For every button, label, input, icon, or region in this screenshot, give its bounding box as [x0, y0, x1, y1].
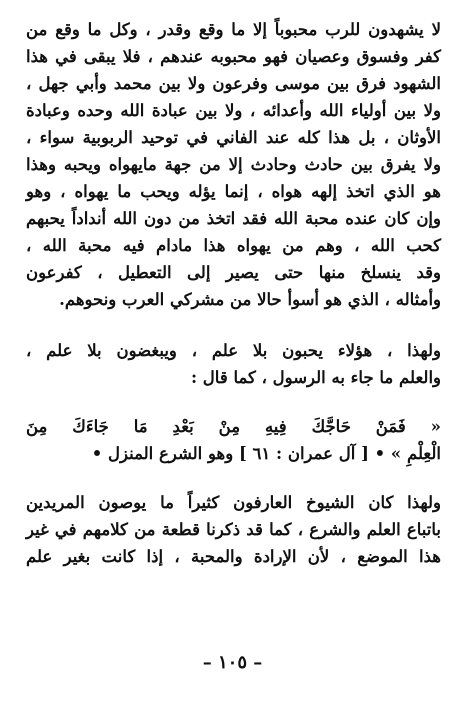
text-line: والعلم ما جاء به الرسول ، كما قال :	[190, 368, 441, 387]
text-line: كحب الله ، وهم من يهواه هذا مادام فيه محبة الله ،	[26, 236, 441, 255]
text-line: ولهذا كان الشيوخ العارفون كثيراً ما يوصون المريدين	[26, 493, 441, 512]
text-line: وإن كان عنده محبة الله فقد اتخذ من دون الله أنداداً يحبهم	[26, 209, 441, 228]
text-line: ولا يفرق بين حادث وحادث إلا من جهة مايهواه ويحبه وهذا	[26, 155, 441, 174]
text-line: هذا الموضع ، لأن الإرادة والمحبة ، إذا كانت بغير علم	[26, 547, 441, 566]
text-line: ولهذا ، هؤلاء يحبون بلا علم ، ويبغضون بلا علم ،	[26, 341, 441, 360]
text-line: ولا بين أولياء الله وأعدائه ، ولا بين عبادة الله وحده وعبادة	[26, 101, 441, 120]
verse-line: الْعِلْمِ » • [ آل عمران : ٦١ ] وهو الشرع المنزل •	[91, 444, 441, 463]
text-line: وأمثاله ، الذي هو أسوأ حالا من مشركي العرب ونحوهم.	[59, 290, 441, 309]
text-line: الشهود فرق بين موسى وفرعون ولا بين محمد وأبي جهل ،	[26, 74, 441, 93]
page-number: – ١٠٥ –	[202, 652, 263, 673]
text-line: كفر وفسوق وعصيان فهو محبوبه عندهم ، فلا يبقى في هذا	[26, 47, 441, 66]
text-line: هو الذي اتخذ إلهه هواه ، إنما يؤله ويحب ما يهواه ، وهو	[26, 182, 441, 201]
text-line: وقد ينسلخ منها حتى يصير إلى التعطيل ، كفرعون	[26, 263, 441, 282]
verse-line: « فَمَنْ حَاجَّكَ فِيهِ مِنْ بَعْدِ مَا جَاءَكَ مِنَ	[26, 417, 441, 436]
text-line: لا يشهدون للرب محبوباً إلا ما وقع وقدر ، وكل ما وقع من	[26, 20, 441, 39]
text-line: الأوثان ، بل هذا كله عند الفاني في توحيد الربوبية سواء ،	[26, 128, 441, 147]
text-line: باتباع العلم والشرع ، كما قد ذكرنا قطعة من كلامهم في غير	[26, 520, 441, 539]
